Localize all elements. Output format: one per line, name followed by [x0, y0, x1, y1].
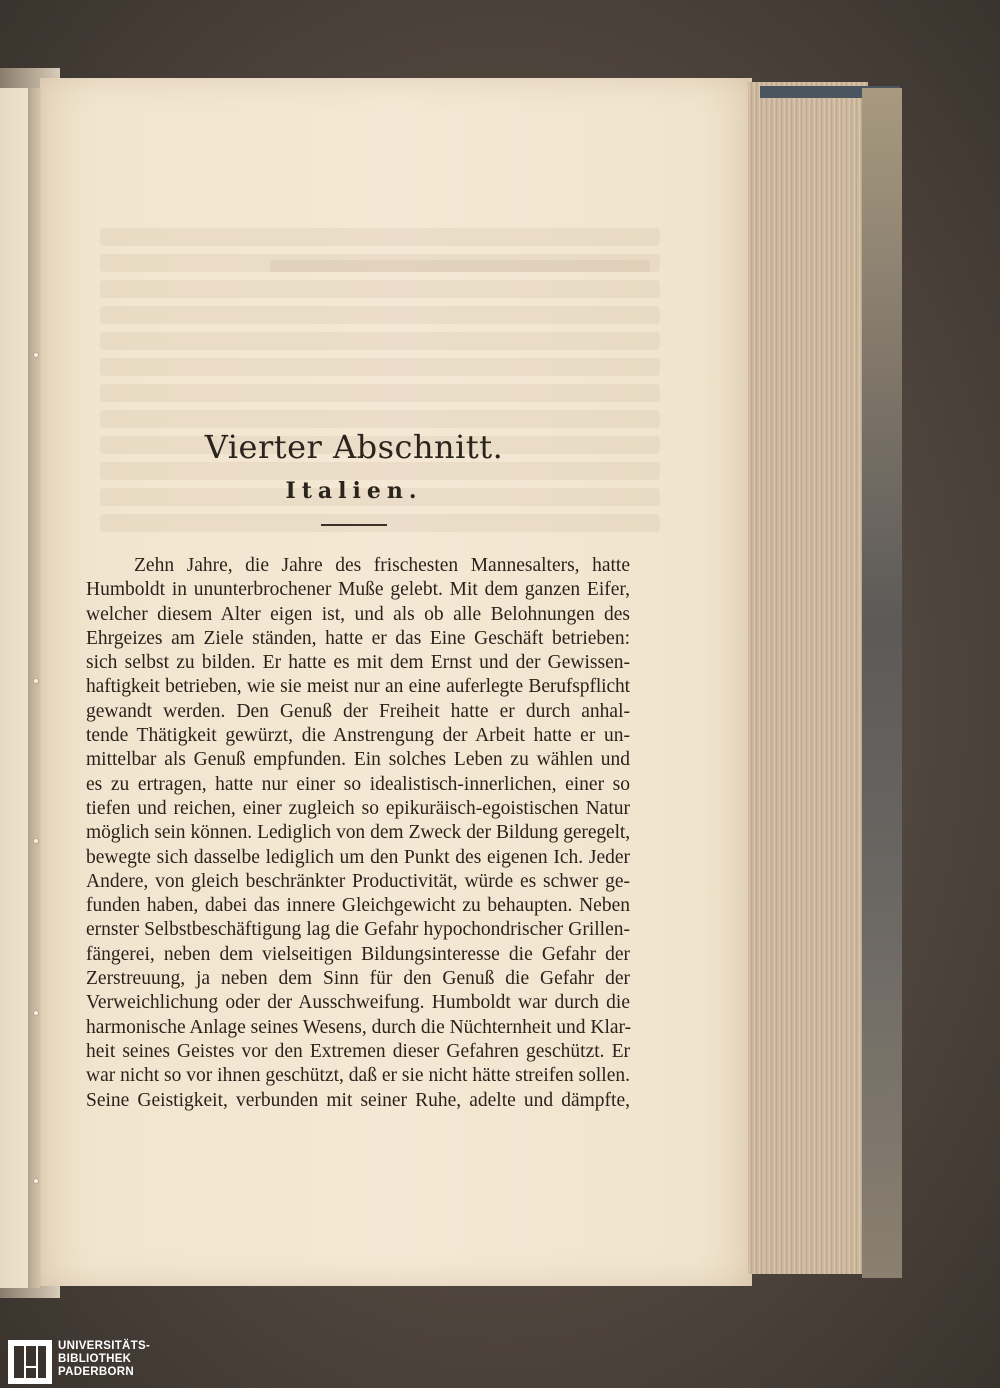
library-logo — [8, 1340, 178, 1384]
heading-rule — [321, 524, 387, 526]
text-line: Ehrgeizes am Ziele ständen, hatte er das Eine Geschäft betrieben: — [86, 627, 630, 649]
library-logo-icon — [8, 1340, 52, 1384]
logo-line: PADERBORN — [58, 1366, 134, 1378]
text-line: fängerei, neben dem vielseitigen Bildungsinteresse die Gefahr der — [86, 943, 630, 965]
text-line: Zehn Jahre, die Jahre des frischesten Mannesalters, hatte — [134, 555, 630, 576]
show-through-line — [100, 332, 660, 350]
page-edges — [748, 82, 868, 1274]
show-through-line — [100, 280, 660, 298]
chapter-heading: Vierter Abschnitt. — [204, 428, 504, 466]
binding-hole — [33, 352, 39, 358]
body-paragraph — [86, 554, 630, 1113]
text-line: möglich sein können. Lediglich von dem Zweck der Bildung geregelt, — [86, 822, 630, 844]
library-logo-text — [58, 1340, 178, 1379]
text-line: Seine Geistigkeit, verbunden mit seiner Ruhe, adelte und dämpfte, — [86, 1089, 630, 1111]
chapter-subheading: Italien. — [285, 478, 423, 504]
text-line: funden haben, dabei das innere Gleichgewicht zu behaupten. Neben — [86, 895, 630, 917]
text-line: haftigkeit betrieben, wie sie meist nur an eine auferlegte Berufspflicht — [86, 676, 630, 698]
binding-hole — [33, 1178, 39, 1184]
text-line: sich selbst zu bilden. Er hatte es mit dem Ernst und der Gewissen- — [86, 652, 630, 674]
text-line: war nicht so vor ihnen geschützt, daß er sie nicht hätte streifen sollen. — [86, 1065, 630, 1087]
show-through-line — [100, 410, 660, 428]
text-line: bewegte sich dasselbe lediglich um den Punkt des eigenen Ich. Jeder — [86, 846, 630, 868]
book-board — [862, 88, 902, 1278]
binding-hole — [33, 678, 39, 684]
text-line: Humboldt in ununterbrochener Muße gelebt. Mit dem ganzen Eifer, — [86, 579, 630, 601]
text-line: harmonische Anlage seines Wesens, durch die Nüchternheit und Klar- — [86, 1016, 632, 1038]
text-line: Andere, von gleich beschränkter Productivität, würde es schwer ge- — [86, 870, 630, 892]
show-through-line — [100, 306, 660, 324]
logo-line: BIBLIOTHEK — [58, 1353, 132, 1365]
show-through-line — [100, 254, 660, 272]
text-line: heit seines Geistes vor den Extremen dieser Gefahren geschützt. Er — [86, 1040, 630, 1062]
text-line: gewandt werden. Den Genuß der Freiheit hatte er durch anhal- — [86, 700, 630, 722]
show-through-line — [100, 384, 660, 402]
page-gutter — [28, 88, 42, 1288]
show-through-line — [100, 228, 660, 246]
text-line: mittelbar als Genuß empfunden. Ein solches Leben zu wählen und — [86, 749, 630, 771]
logo-line: UNIVERSITÄTS- — [58, 1340, 151, 1352]
text-line: Zerstreuung, ja neben dem Sinn für den Genuß die Gefahr der — [86, 968, 630, 990]
show-through-line — [100, 514, 660, 532]
text-line: tende Thätigkeit gewürzt, die Anstrengung der Arbeit hatte er un- — [86, 725, 630, 747]
text-line: es zu ertragen, hatte nur einer so idealistisch-innerlichen, einer so — [86, 773, 630, 795]
text-line: Verweichlichung oder der Ausschweifung. Humboldt war durch die — [86, 992, 630, 1014]
text-line: welcher diesem Alter eigen ist, und als ob alle Belohnungen des — [86, 603, 630, 625]
binding-hole — [33, 838, 39, 844]
binding-hole — [33, 1010, 39, 1016]
show-through-line — [100, 358, 660, 376]
text-line: ernster Selbstbeschäftigung lag die Gefahr hypochondrischer Grillen- — [86, 919, 630, 941]
text-line: tiefen und reichen, einer zugleich so epikuräisch-egoistischen Natur — [86, 797, 630, 819]
